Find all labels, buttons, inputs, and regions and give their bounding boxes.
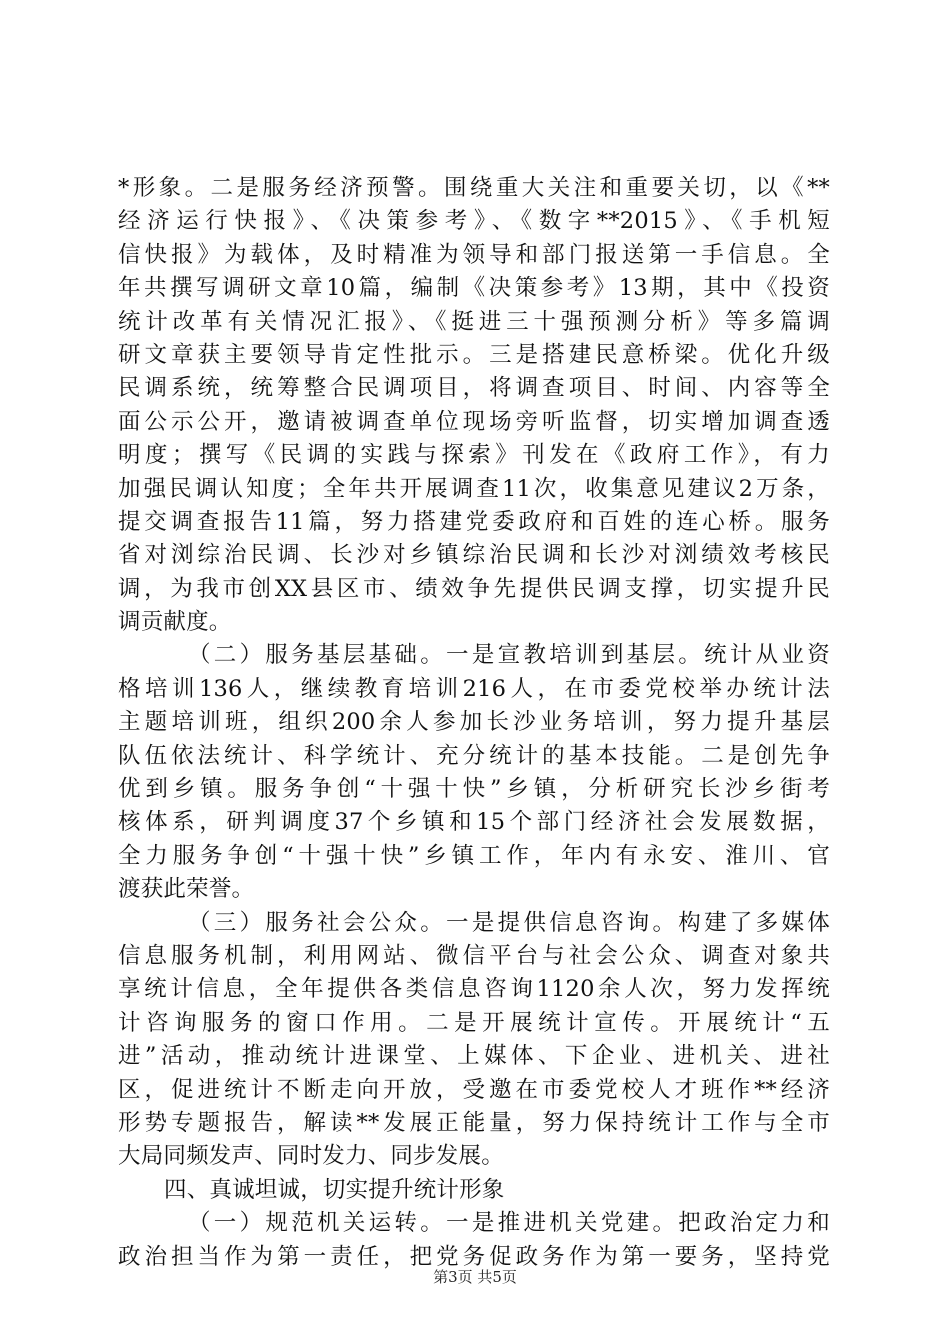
paragraph: [118, 1207, 830, 1274]
text-line: 大局同频发声、同时发力、同步发展。: [118, 1143, 504, 1170]
text-line: 优到乡镇。服务争创“十强十快”乡镇，分析研究长沙乡街考: [118, 776, 830, 803]
text-line: 区，促进统计不断走向开放，受邀在市委党校人才班作**经济: [118, 1076, 830, 1103]
text-line: 年共撰写调研文章10篇，编制《决策参考》13期，其中《投资: [118, 275, 830, 302]
text-line: （一）规范机关运转。一是推进机关党建。把政治定力和: [188, 1210, 830, 1237]
paragraph: [118, 172, 830, 639]
text-line: 全力服务争创“十强十快”乡镇工作，年内有永安、淮川、官: [118, 842, 830, 869]
text-line: 明度；撰写《民调的实践与探索》刊发在《政府工作》，有力: [118, 442, 830, 469]
section-heading: [118, 1174, 830, 1207]
text-line: 经济运行快报》、《决策参考》、《数字**2015》、《手机短: [118, 208, 830, 235]
text-line: 形势专题报告，解读**发展正能量，努力保持统计工作与全市: [118, 1109, 830, 1136]
text-line: 政治担当作为第一责任，把党务促政务作为第一要务，坚持党: [118, 1243, 830, 1270]
text-line: 面公示公开，邀请被调查单位现场旁听监督，切实增加调查透: [118, 408, 830, 435]
text-line: 研文章获主要领导肯定性批示。三是搭建民意桥梁。优化升级: [118, 341, 830, 368]
text-line: （二）服务基层基础。一是宣教培训到基层。统计从业资: [188, 642, 830, 669]
page-number-footer: 第3页 共5页: [433, 1268, 517, 1286]
text-line: 加强民调认知度；全年共开展调查11次，收集意见建议2万条，: [118, 475, 830, 502]
text-line: 渡获此荣誉。: [118, 876, 255, 903]
paragraph: [118, 639, 830, 906]
text-line: 信快报》为载体，及时精准为领导和部门报送第一手信息。全: [118, 241, 830, 268]
text-line: 调贡献度。: [118, 609, 232, 636]
text-line: 格培训136人，继续教育培训216人，在市委党校举办统计法: [118, 675, 830, 702]
text-line: 队伍依法统计、科学统计、充分统计的基本技能。二是创先争: [118, 742, 830, 769]
paragraph: [118, 907, 830, 1174]
heading-text: 四、真诚坦诚，切实提升统计形象: [164, 1176, 505, 1203]
text-line: 享统计信息，全年提供各类信息咨询1120余人次，努力发挥统: [118, 976, 830, 1003]
text-line: 计咨询服务的窗口作用。二是开展统计宣传。开展统计“五: [118, 1009, 830, 1036]
text-line: （三）服务社会公众。一是提供信息咨询。构建了多媒体: [188, 909, 830, 936]
text-line: 信息服务机制，利用网站、微信平台与社会公众、调查对象共: [118, 942, 830, 969]
text-line: 统计改革有关情况汇报》、《挺进三十强预测分析》等多篇调: [118, 308, 830, 335]
text-line: 核体系，研判调度37个乡镇和15个部门经济社会发展数据，: [118, 809, 830, 836]
text-line: 调，为我市创XX县区市、绩效争先提供民调支撑，切实提升民: [118, 575, 830, 602]
text-line: 主题培训班，组织200余人参加长沙业务培训，努力提升基层: [118, 709, 830, 736]
text-line: 省对浏综治民调、长沙对乡镇综治民调和长沙对浏绩效考核民: [118, 542, 830, 569]
text-line: *形象。二是服务经济预警。围绕重大关注和重要关切，以《**: [118, 175, 830, 201]
document-body: [118, 172, 830, 1274]
text-line: 进”活动，推动统计进课堂、上媒体、下企业、进机关、进社: [118, 1043, 830, 1070]
text-line: 民调系统，统筹整合民调项目，将调查项目、时间、内容等全: [118, 375, 830, 402]
text-line: 提交调查报告11篇，努力搭建党委政府和百姓的连心桥。服务: [118, 508, 830, 535]
